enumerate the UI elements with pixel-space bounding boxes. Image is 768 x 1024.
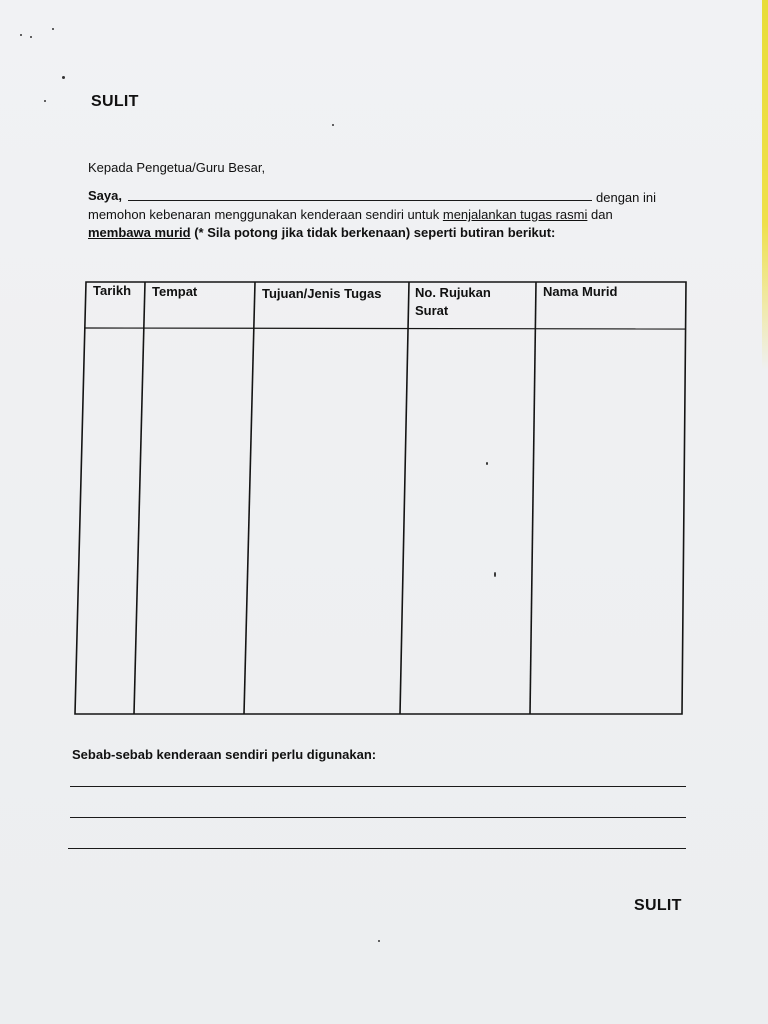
request-text-end: dan <box>587 207 613 222</box>
reasons-label: Sebab-sebab kenderaan sendiri perlu digunakan: <box>72 747 377 762</box>
ink-speck <box>332 124 334 126</box>
column-header-rujukan: No. Rujukan Surat <box>415 285 491 318</box>
footer-classification: SULIT <box>634 897 682 914</box>
column-header-nama-murid: Nama Murid <box>543 284 618 299</box>
strike-instruction-text: (* Sila potong jika tidak berkenaan) seperti butiran berikut: <box>190 225 556 240</box>
ink-speck <box>52 28 54 30</box>
request-line-3 <box>88 223 555 242</box>
ink-speck <box>20 34 22 36</box>
ink-speck <box>62 76 65 79</box>
column-header-tarikh: Tarikh <box>93 283 132 298</box>
name-fill-line[interactable] <box>128 200 592 201</box>
saya-label: Saya, <box>88 188 122 203</box>
table-grid <box>74 280 690 718</box>
bring-students-text: membawa murid <box>88 225 191 240</box>
column-header-tujuan: Tujuan/Jenis Tugas <box>262 286 382 301</box>
official-duty-text: menjalankan tugas rasmi <box>442 207 588 222</box>
ink-speck <box>44 100 46 102</box>
reason-line-1[interactable] <box>70 786 686 787</box>
request-text: memohon kebenaran menggunakan kenderaan sendiri untuk <box>88 207 443 222</box>
reason-line-3[interactable] <box>68 848 686 849</box>
saya-suffix: dengan ini <box>596 190 656 205</box>
salutation: Kepada Pengetua/Guru Besar, <box>88 160 266 175</box>
ink-speck <box>30 36 32 38</box>
column-header-tempat: Tempat <box>152 284 198 299</box>
reason-line-2[interactable] <box>70 817 686 818</box>
request-line-2 <box>88 205 613 224</box>
header-classification: SULIT <box>91 93 139 110</box>
ink-speck <box>378 940 380 942</box>
yellow-paper-edge <box>762 0 768 370</box>
details-table <box>74 280 690 718</box>
